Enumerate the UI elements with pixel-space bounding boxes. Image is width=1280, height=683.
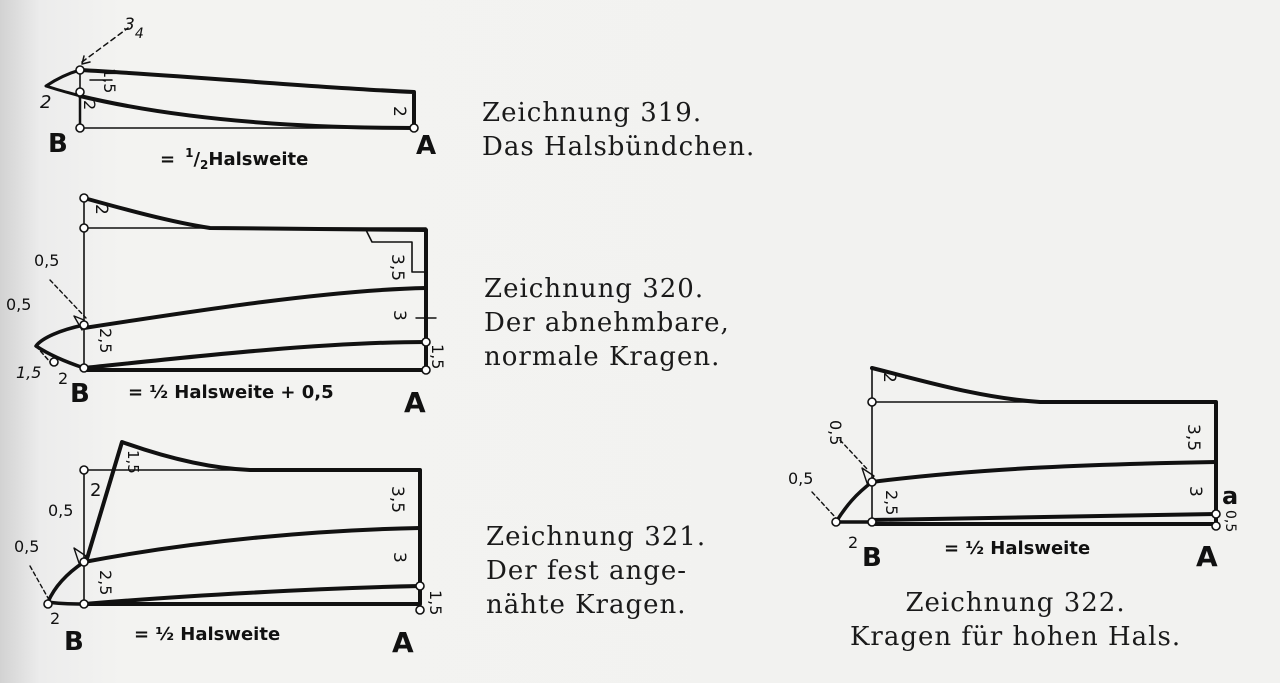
fig322-caption-line-2: Kragen für hohen Hals.	[850, 622, 1182, 652]
fig320-value-35: 3,5	[387, 254, 407, 282]
fig320-point-b: B	[70, 379, 90, 409]
fig321-caption-line-2: Der fest ange-	[486, 556, 688, 586]
fig321-label-05a: 0,5	[48, 501, 74, 520]
fig321-point-b: B	[64, 627, 84, 657]
fig320-value-3: 3	[389, 310, 409, 321]
fig321-value-35: 3,5	[387, 486, 407, 514]
fig319-left-2: 2	[40, 92, 52, 113]
figure-321-labels	[14, 450, 445, 659]
fig319-caption-line-1: Zeichnung 319.	[482, 98, 703, 128]
fig321-caption-line-1: Zeichnung 321.	[486, 522, 707, 552]
fig320-point-b-sup: 2	[58, 369, 69, 388]
fig322-point-b-sup: 2	[848, 533, 859, 552]
fig322-label-05a: 0,5	[826, 420, 845, 446]
fig322-caption	[850, 586, 1181, 654]
fig320-value-25: 2,5	[96, 328, 115, 354]
fig322-value-35: 3,5	[1183, 424, 1203, 452]
fig319-point-a: A	[416, 131, 437, 161]
fig320-caption-line-2: Der abnehmbare,	[484, 308, 730, 338]
fig320-top-2: 2	[91, 204, 111, 215]
fig320-label-05a: 0,5	[34, 251, 60, 270]
fig321-value-2: 2	[90, 480, 102, 501]
fig320-caption-line-3: normale Kragen.	[484, 342, 721, 372]
fig319-caption	[482, 96, 755, 164]
fig322-value-25: 2,5	[882, 490, 901, 516]
fig321-point-a: A	[392, 626, 414, 659]
fig319-value-2a: 2	[80, 100, 99, 111]
fig321-label-05b: 0,5	[14, 537, 40, 556]
figure-322-drawing	[812, 368, 1220, 530]
figure-319-labels	[40, 15, 436, 172]
fig322-value-05: 0,5	[1222, 510, 1238, 533]
fig319-value-15: 1,5	[100, 68, 119, 94]
fig322-caption-line-1: Zeichnung 322.	[905, 588, 1126, 618]
fig321-caption	[486, 520, 706, 622]
figure-320-labels	[6, 204, 447, 419]
fig321-value-25: 2,5	[96, 570, 115, 596]
fig322-point-b: B	[862, 543, 882, 573]
fig321-top-15: 1,5	[124, 450, 142, 474]
fig322-point-a: A	[1196, 540, 1218, 573]
fig321-point-b-sup: 2	[50, 609, 61, 628]
fig320-label-15: 1,5	[16, 363, 42, 382]
fig319-caption-line-2: Das Halsbündchen.	[482, 132, 756, 162]
fig322-point-a-small: a	[1222, 482, 1239, 510]
fig322-value-3: 3	[1185, 486, 1205, 497]
fig321-value-15: 1,5	[426, 590, 445, 616]
fig321-width-label: = ½ Halsweite	[134, 624, 281, 645]
fig320-value-15: 1,5	[428, 344, 447, 370]
fig322-width-label: = ½ Halsweite	[944, 538, 1091, 559]
fig320-point-a: A	[404, 386, 426, 419]
fig319-width-label: = $^1/_2Halsweite$	[160, 146, 309, 172]
fig322-top-2: 2	[879, 372, 899, 383]
fig321-caption-line-3: nähte Kragen.	[486, 590, 687, 620]
figure-321-drawing	[30, 442, 424, 614]
figure-320-drawing	[36, 194, 436, 374]
fig319-value-2b: 2	[389, 106, 409, 117]
fig320-caption	[484, 272, 730, 374]
fig320-label-05b: 0,5	[6, 295, 32, 314]
fig320-width-label: = ½ Halsweite + 0,5	[128, 382, 334, 403]
fig320-caption-line-1: Zeichnung 320.	[484, 274, 705, 304]
fig319-point-b: B	[48, 129, 68, 159]
fig319-top-angle: $3_4$	[124, 15, 144, 42]
fig322-label-05b: 0,5	[788, 469, 814, 488]
fig321-value-3: 3	[389, 552, 409, 563]
